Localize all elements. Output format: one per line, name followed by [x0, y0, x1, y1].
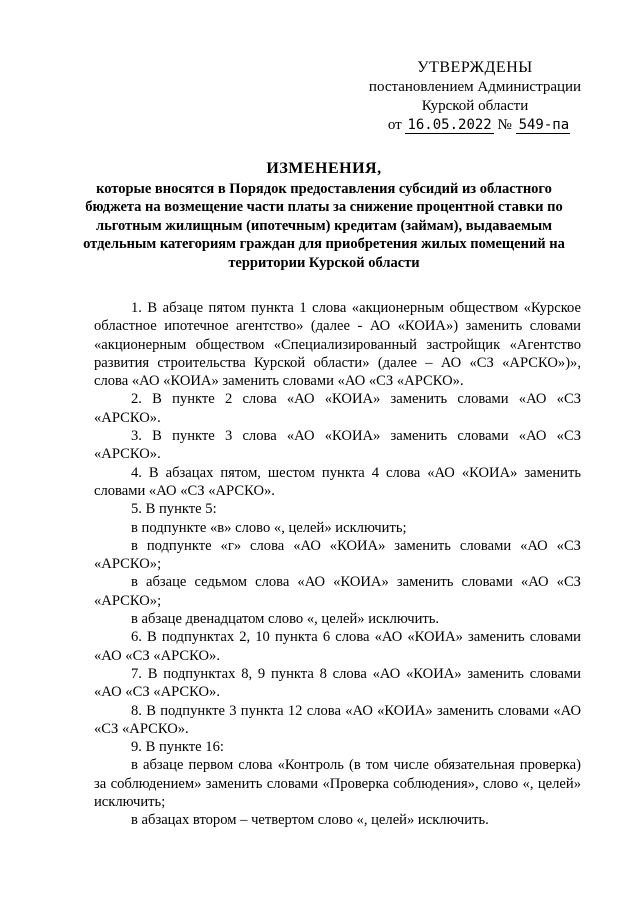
paragraph: в подпункте «г» слова «АО «КОИА» заменить словами «АО «СЗ «АРСКО»; [94, 537, 581, 573]
paragraph: в абзацах втором – четвертом слово «, целей» исключить. [131, 812, 489, 829]
paragraph: 8. В подпункте 3 пункта 12 слова «АО «КОИА» заменить словами «АО «СЗ «АРСКО». [94, 702, 581, 737]
paragraph: 5. В пункте 5: [131, 501, 217, 518]
paragraph: 1. В абзаце пятом пункта 1 слова «акционерным обществом «Курское областное ипотечное агентство» (далее - АО «КОИА») заменить словами «акционерным обществом «Специализированный застройщик «Агентство развития строительства Курской области» (далее – АО «СЗ «АРСКО»)», слова «АО «КОИА» заменить словами «АО «СЗ «АРСКО». [94, 300, 581, 390]
paragraph: 4. В абзацах пятом, шестом пункта 4 слова «АО «КОИА» заменить словами «АО «СЗ «АРСКО». [94, 464, 581, 499]
paragraph: 6. В подпунктах 2, 10 пункта 6 слова «АО «КОИА» заменить словами «АО «СЗ «АРСКО». [94, 629, 581, 664]
document-title [80, 160, 568, 272]
approval-line-2: Курской области [421, 98, 529, 114]
paragraph: в абзаце двенадцатом слово «, целей» исключить. [131, 611, 440, 628]
approval-number: 549-па [516, 117, 571, 134]
title-subtitle: которые вносятся в Порядок предоставления субсидий из областного бюджета на возмещение части платы за снижение процентной ставки по льготным жилищным (ипотечным) кредитам (займам), выдаваемым отдельным категориям граждан для приобретения жилых помещений на территории Курской области [83, 180, 565, 271]
paragraph: 3. В пункте 3 слова «АО «КОИА» заменить словами «АО «СЗ «АРСКО». [94, 428, 581, 463]
title-main: ИЗМЕНЕНИЯ, [266, 160, 382, 177]
approval-line-1: постановлением Администрации [368, 79, 582, 95]
paragraph: 7. В подпунктах 8, 9 пункта 8 слова «АО «КОИА» заменить словами «АО «СЗ «АРСКО». [94, 665, 581, 701]
paragraph: 9. В пункте 16: [131, 739, 224, 756]
approval-stamp [355, 58, 595, 135]
paragraph: в абзаце первом слова «Контроль (в том числе обязательная проверка) за соблюдением» заменить словами «Проверка соблюдения», слово «, целей» исключить; [94, 757, 581, 811]
approval-date-line [363, 116, 595, 135]
paragraph: 2. В пункте 2 слова «АО «КОИА» заменить словами «АО «СЗ «АРСКО». [94, 391, 581, 426]
paragraph: в подпункте «в» слово «, целей» исключить; [131, 519, 407, 536]
paragraph: в абзаце седьмом слова «АО «КОИА» заменить словами «АО «СЗ «АРСКО»; [94, 574, 581, 609]
approval-heading: УТВЕРЖДЕНЫ [417, 59, 533, 76]
date-prefix: от [387, 117, 402, 133]
number-sign: № [497, 117, 512, 133]
approval-date: 16.05.2022 [407, 117, 492, 133]
document-body [94, 299, 581, 830]
